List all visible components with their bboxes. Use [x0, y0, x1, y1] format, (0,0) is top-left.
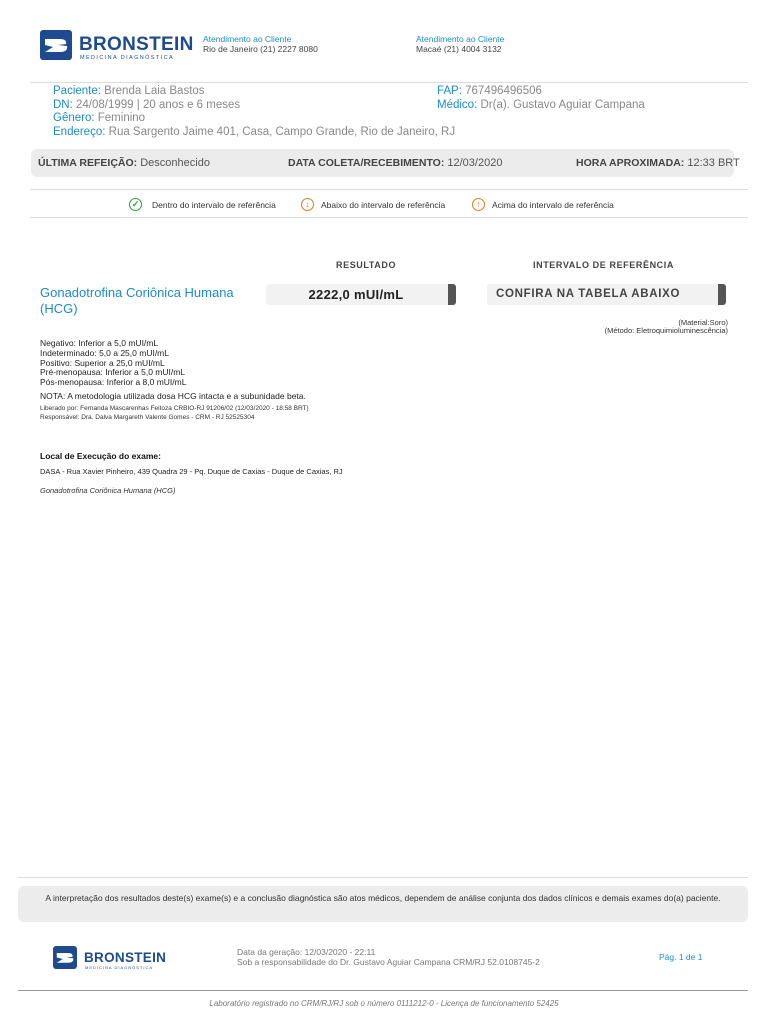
contact-rio [203, 34, 318, 54]
collection-date: DATA COLETA/RECEBIMENTO: 12/03/2020 [288, 157, 503, 169]
footer-logo-mark-icon [53, 946, 77, 969]
header-divider [30, 82, 748, 83]
patient-address: Rua Sargento Jaime 401, Casa, Campo Grande, Rio de Janeiro, RJ [108, 125, 456, 138]
result-value-box [266, 284, 456, 305]
material-label: (Material:Soro) [678, 318, 728, 327]
patient-name-row: Paciente: Brenda Laia Bastos [53, 85, 205, 97]
reference-line: Negativo: Inferior a 5,0 mUI/mL [40, 338, 159, 348]
execution-location-exam: Gonadotrofina Coriônica Humana (HCG) [40, 486, 176, 495]
footer-brand-name: BRONSTEIN [84, 950, 167, 965]
arrow-down-circle-icon: ↓ [301, 198, 314, 211]
logo-brand-sub: MEDICINA DIAGNÓSTICA [80, 55, 175, 61]
method-note: NOTA: A metodologia utilizada dosa HCG intacta e a subunidade beta. [40, 391, 306, 401]
legend-below: Abaixo do intervalo de referência [321, 200, 446, 210]
method-label: (Método: Eletroquimioluminescência) [604, 326, 728, 335]
exam-name: Gonadotrofina Coriônica Humana (HCG) [40, 285, 234, 316]
reference-line: Pré-menopausa: Inferior a 5,0 mUI/mL [40, 367, 186, 378]
result-column-header: RESULTADO [336, 260, 397, 270]
legend-above: Acima do intervalo de referência [492, 200, 614, 210]
generation-info [237, 948, 540, 968]
fap-row: FAP: 767496496506 [437, 85, 542, 97]
reference-value: CONFIRA NA TABELA ABAIXO [496, 288, 681, 300]
patient-gender-row: Gênero: Feminino [53, 112, 146, 124]
patient-gender: Feminino [97, 112, 146, 124]
contact-macae [416, 34, 504, 54]
meta-divider [30, 189, 748, 190]
patient-name: Brenda Laia Bastos [104, 85, 205, 97]
check-circle-icon: ✓ [129, 198, 142, 211]
doctor-row: Médico: Dr(a). Gustavo Aguiar Campana [437, 98, 645, 111]
contact-rio-title: Atendimento ao Cliente [203, 34, 292, 44]
logo-mark-icon [40, 30, 72, 60]
last-meal: ÚLTIMA REFEIÇÃO: Desconhecido [38, 157, 210, 169]
reference-line: Pós-menopausa: Inferior a 8,0 mUI/mL [40, 377, 187, 388]
patient-info-left [53, 85, 455, 139]
contact-macae-line: Macaé (21) 4004 3132 [416, 44, 502, 54]
execution-location-title: Local de Execução do exame: [40, 451, 161, 461]
reference-column-header: INTERVALO DE REFERÊNCIA [533, 260, 674, 270]
reference-line: Indeterminado: 5,0 a 25,0 mUI/mL [40, 347, 169, 358]
license-line: Laboratório registrado no CRM/RJ/RJ sob o número 0111212-0 - Licença de funcionamento 52425 [209, 999, 559, 1008]
result-indicator [448, 284, 456, 305]
reference-indicator [718, 284, 726, 305]
page-number: Pág. 1 de 1 [659, 952, 703, 962]
patient-address-row: Endereço: Rua Sargento Jaime 401, Casa, Campo Grande, Rio de Janeiro, RJ [53, 125, 456, 138]
arrow-up-circle-icon: ↑ [472, 198, 485, 211]
execution-location-address: DASA - Rua Xavier Pinheiro, 439 Quadra 29 - Pq. Duque de Caxias - Duque de Caxias, RJ [40, 467, 343, 476]
footer-bottom-divider [18, 990, 748, 991]
patient-dob-row: DN: 24/08/1999 | 20 anos e 6 meses [53, 98, 241, 111]
responsibility-line: Sob a responsabilidade do Dr. Gustavo Aguiar Campana CRM/RJ 52.0108745-2 [237, 956, 540, 967]
doctor-name: Dr(a). Gustavo Aguiar Campana [480, 98, 645, 111]
reference-value-box [487, 284, 726, 305]
responsible: Responsável: Dra. Dalva Margareth Valente Gomes - CRM - RJ 52525304 [40, 414, 255, 421]
disclaimer-box: A interpretação dos resultados deste(s) exame(s) e a conclusão diagnóstica são atos médicos, dependem de análise conjunta dos dados clínicos e demais exames do(a) paciente. [18, 886, 748, 922]
legend-divider [30, 217, 748, 218]
collection-meta-bar [31, 149, 740, 177]
contact-rio-line: Rio de Janeiro (21) 2227 8080 [203, 44, 318, 54]
fap-number: 767496496506 [465, 85, 542, 97]
logo-brand-name: BRONSTEIN [79, 34, 194, 55]
footer-top-divider [18, 877, 748, 878]
reference-line: Positivo: Superior a 25,0 mUI/mL [40, 357, 165, 368]
approx-time: HORA APROXIMADA: 12:33 BRT [576, 157, 740, 169]
patient-dob: 24/08/1999 | 20 anos e 6 meses [76, 98, 241, 111]
footer-brand-sub: MEDICINA DIAGNÓSTICA [85, 965, 154, 970]
released-by: Liberado por: Fernanda Mascarenhas Feitoza CRBIO-RJ 91206/02 (12/03/2020 - 18:58 BRT) [40, 405, 309, 412]
patient-info-right [437, 85, 645, 112]
legend-within: Dentro do intervalo de referência [152, 200, 276, 210]
generation-date: Data da geração: 12/03/2020 - 22:11 [237, 947, 376, 957]
contact-macae-title: Atendimento ao Cliente [416, 34, 505, 44]
reference-table [40, 339, 186, 388]
result-value: 2222,0 mUI/mL [308, 287, 404, 302]
